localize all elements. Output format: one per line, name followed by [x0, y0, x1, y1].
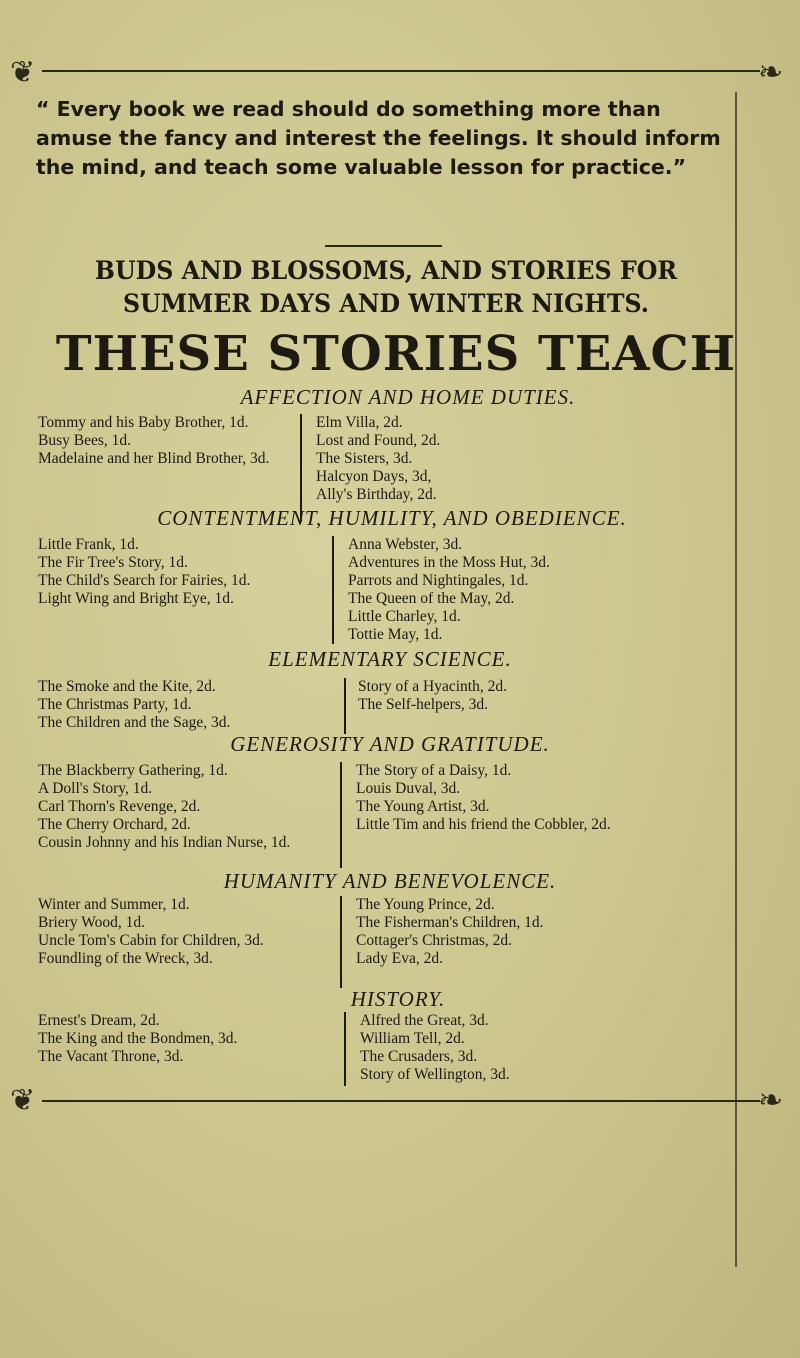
corner-ornament-bottom-left: ❦ [10, 1084, 36, 1117]
list-item: Elm Villa, 2d. [316, 414, 403, 431]
list-item: Carl Thorn's Revenge, 2d. [38, 798, 201, 815]
section-history-left-list [38, 1012, 338, 1066]
list-item: Adventures in the Moss Hut, 3d. [348, 554, 550, 571]
section-history-right-list [360, 1012, 740, 1084]
list-item: Uncle Tom's Cabin for Children, 3d. [38, 932, 264, 949]
corner-ornament-top-left: ❦ [10, 56, 36, 89]
column-divider [344, 1012, 346, 1086]
section-heading-science: ELEMENTARY SCIENCE. [268, 647, 512, 671]
list-item: The Christmas Party, 1d. [38, 696, 192, 713]
list-item: The Self-helpers, 3d. [358, 696, 488, 713]
list-item: Little Frank, 1d. [38, 536, 139, 553]
section-generosity-left-list [38, 762, 328, 852]
list-item: The Story of a Daisy, 1d. [356, 762, 512, 779]
column-divider [340, 896, 342, 988]
column-divider [344, 678, 346, 734]
section-heading-history: HISTORY. [350, 987, 446, 1011]
section-heading-affection: AFFECTION AND HOME DUTIES. [240, 385, 576, 409]
headline: THESE STORIES TEACH [55, 326, 737, 382]
section-contentment-left-list [38, 536, 323, 608]
short-separator-rule [325, 245, 442, 247]
list-item: Story of Wellington, 3d. [360, 1066, 510, 1083]
list-item: Madelaine and her Blind Brother, 3d. [38, 450, 270, 467]
list-item: The Queen of the May, 2d. [348, 590, 515, 607]
list-item: Parrots and Nightingales, 1d. [348, 572, 529, 589]
list-item: The King and the Bondmen, 3d. [38, 1030, 238, 1047]
section-science-right-list [358, 678, 728, 714]
section-affection-left-list [38, 414, 290, 468]
list-item: Little Charley, 1d. [348, 608, 461, 625]
section-contentment-right-list [348, 536, 738, 644]
list-item: The Vacant Throne, 3d. [38, 1048, 184, 1065]
list-item: Lady Eva, 2d. [356, 950, 443, 967]
series-title: BUDS AND BLOSSOMS, AND STORIES FOR SUMMER DAYS AND WINTER NIGHTS. [94, 256, 678, 319]
list-item: Story of a Hyacinth, 2d. [358, 678, 507, 695]
list-item: The Child's Search for Fairies, 1d. [38, 572, 251, 589]
list-item: Foundling of the Wreck, 3d. [38, 950, 213, 967]
list-item: Lost and Found, 2d. [316, 432, 441, 449]
corner-ornament-bottom-right: ❧ [758, 1084, 784, 1117]
section-science-left-list [38, 678, 338, 732]
list-item: Alfred the Great, 3d. [360, 1012, 489, 1029]
section-humanity-right-list [356, 896, 740, 968]
section-affection-right-list [316, 414, 716, 504]
list-item: Light Wing and Bright Eye, 1d. [38, 590, 234, 607]
list-item: Anna Webster, 3d. [348, 536, 463, 553]
column-divider [332, 536, 334, 644]
list-item: The Blackberry Gathering, 1d. [38, 762, 228, 779]
list-item: The Children and the Sage, 3d. [38, 714, 231, 731]
section-heading-contentment: CONTENTMENT, HUMILITY, AND OBEDIENCE. [157, 506, 627, 530]
list-item: Winter and Summer, 1d. [38, 896, 190, 913]
list-item: The Young Artist, 3d. [356, 798, 490, 815]
section-humanity-left-list [38, 896, 330, 968]
section-generosity-right-list [356, 762, 740, 834]
column-divider [340, 762, 342, 868]
bottom-border-rule [42, 1100, 760, 1102]
top-border-rule [42, 70, 760, 72]
list-item: Tottie May, 1d. [348, 626, 443, 643]
list-item: Busy Bees, 1d. [38, 432, 131, 449]
list-item: Ernest's Dream, 2d. [38, 1012, 160, 1029]
list-item: The Fir Tree's Story, 1d. [38, 554, 188, 571]
list-item: Ally's Birthday, 2d. [316, 486, 437, 503]
list-item: Halcyon Days, 3d, [316, 468, 432, 485]
list-item: William Tell, 2d. [360, 1030, 465, 1047]
section-heading-generosity: GENEROSITY AND GRATITUDE. [230, 732, 550, 756]
list-item: Little Tim and his friend the Cobbler, 2d. [356, 816, 611, 833]
list-item: The Smoke and the Kite, 2d. [38, 678, 216, 695]
section-heading-humanity: HUMANITY AND BENEVOLENCE. [223, 869, 557, 893]
list-item: The Cherry Orchard, 2d. [38, 816, 191, 833]
list-item: Briery Wood, 1d. [38, 914, 145, 931]
epigraph-quote: “ Every book we read should do something more than amuse the fancy and interest the feelings. It should inform the mind, and teach some valuable lesson for practice.” [36, 97, 721, 179]
corner-ornament-top-right: ❧ [758, 56, 784, 89]
list-item: The Young Prince, 2d. [356, 896, 495, 913]
list-item: A Doll's Story, 1d. [38, 780, 153, 797]
list-item: The Crusaders, 3d. [360, 1048, 478, 1065]
list-item: Cottager's Christmas, 2d. [356, 932, 513, 949]
list-item: Tommy and his Baby Brother, 1d. [38, 414, 249, 431]
list-item: Cousin Johnny and his Indian Nurse, 1d. [38, 834, 291, 851]
list-item: The Fisherman's Children, 1d. [356, 914, 544, 931]
list-item: The Sisters, 3d. [316, 450, 413, 467]
list-item: Louis Duval, 3d. [356, 780, 461, 797]
right-border-rule [735, 92, 737, 1267]
